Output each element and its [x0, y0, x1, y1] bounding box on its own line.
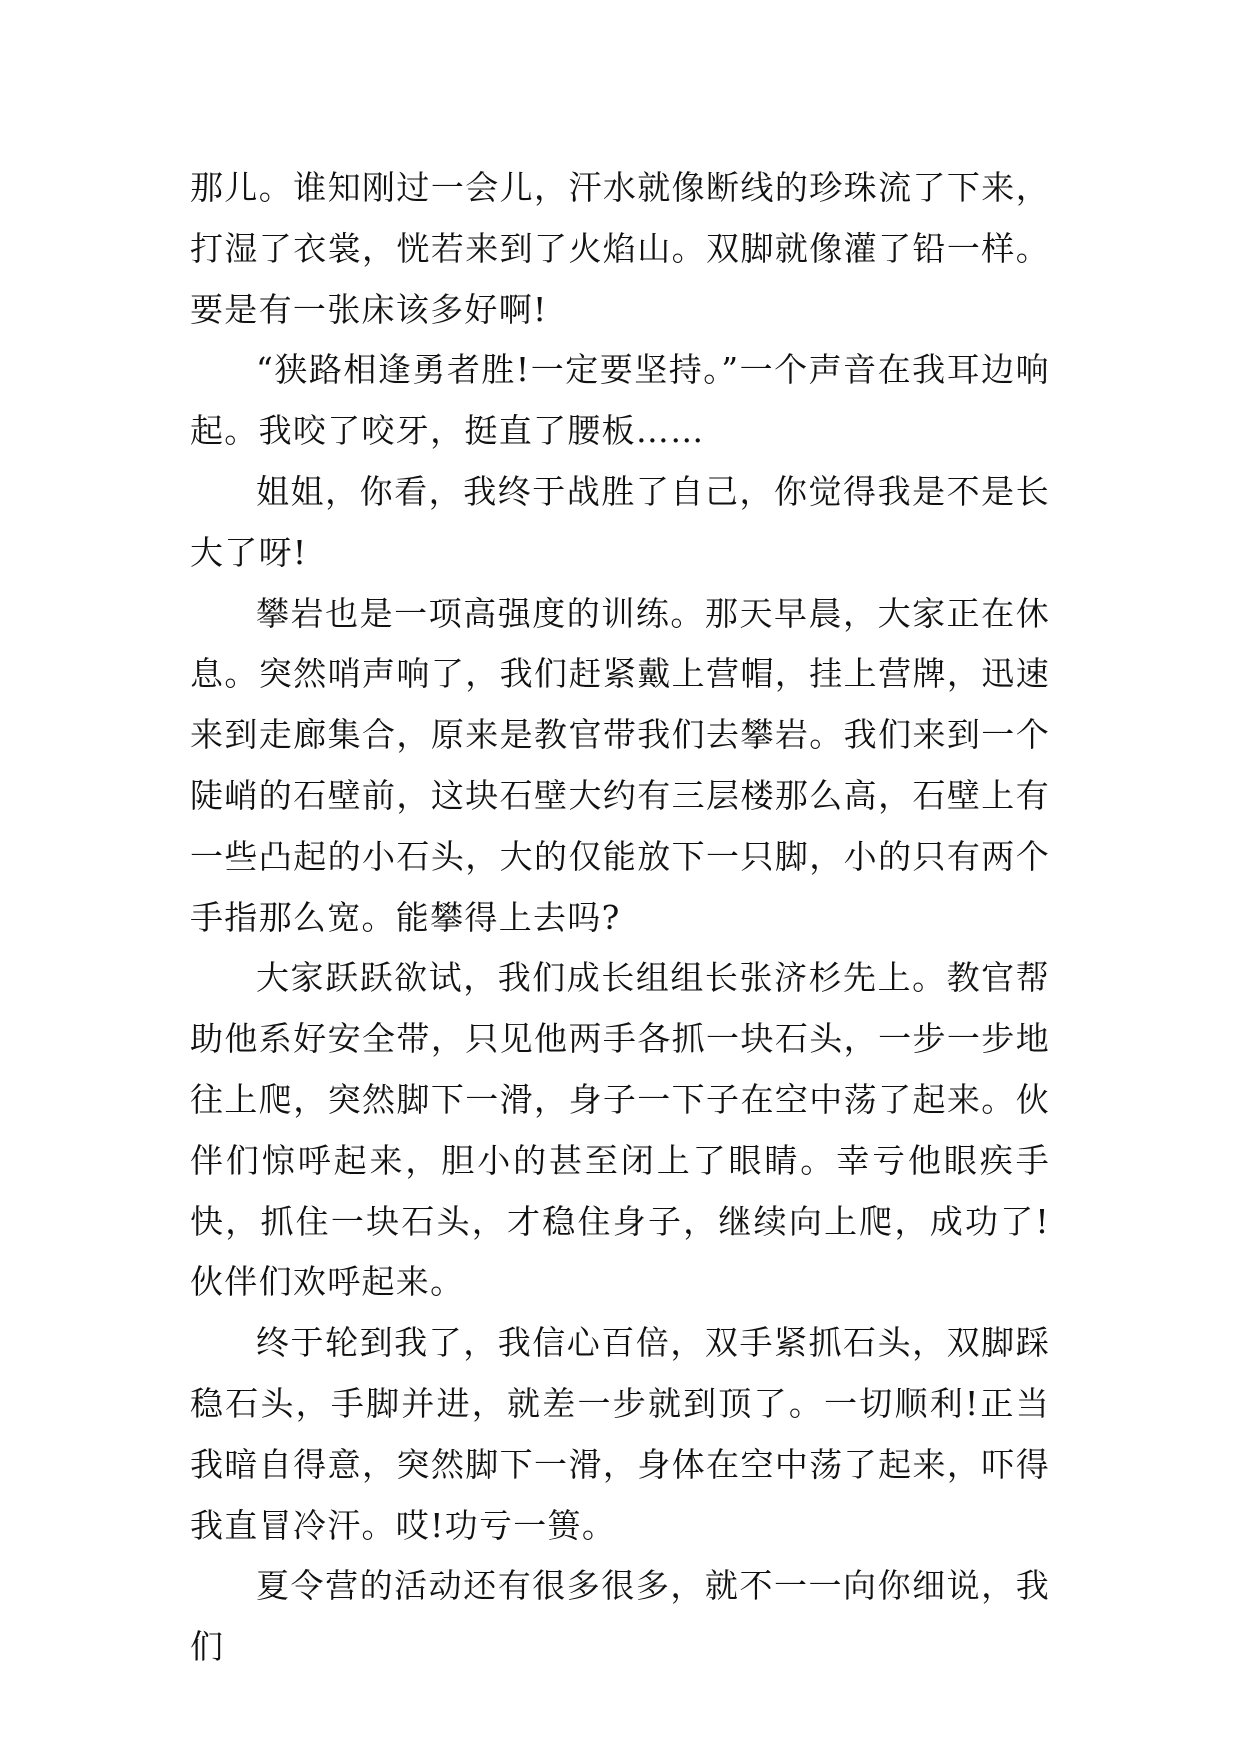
paragraph: 终于轮到我了，我信心百倍，双手紧抓石头，双脚踩稳石头，手脚并进，就差一步就到顶了。一切顺利!正当我暗自得意，突然脚下一滑，身体在空中荡了起来，吓得我直冒冷汗。哎!功亏一篑。 — [190, 1323, 1050, 1545]
paragraph: 姐姐，你看，我终于战胜了自己，你觉得我是不是长大了呀! — [190, 471, 1050, 572]
body-text — [190, 158, 1050, 1678]
paragraph: “狭路相逢勇者胜!一定要坚持。”一个声音在我耳边响起。我咬了咬牙，挺直了腰板…… — [190, 350, 1050, 451]
paragraph: 夏令营的活动还有很多很多，就不一一向你细说，我们 — [190, 1566, 1050, 1667]
paragraph: 攀岩也是一项高强度的训练。那天早晨，大家正在休息。突然哨声响了，我们赶紧戴上营帽，挂上营牌，迅速来到走廊集合，原来是教官带我们去攀岩。我们来到一个陡峭的石壁前，这块石壁大约有三层楼那么高，石壁上有一些凸起的小石头，大的仅能放下一只脚，小的只有两个手指那么宽。能攀得上去吗? — [190, 593, 1050, 937]
paragraph: 那儿。谁知刚过一会儿，汗水就像断线的珍珠流了下来，打湿了衣裳，恍若来到了火焰山。双脚就像灌了铅一样。要是有一张床该多好啊! — [190, 168, 1050, 329]
paragraph: 大家跃跃欲试，我们成长组组长张济杉先上。教官帮助他系好安全带，只见他两手各抓一块石头，一步一步地往上爬，突然脚下一滑，身子一下子在空中荡了起来。伙伴们惊呼起来，胆小的甚至闭上了眼睛。幸亏他眼疾手快，抓住一块石头，才稳住身子，继续向上爬，成功了!伙伴们欢呼起来。 — [190, 958, 1050, 1302]
